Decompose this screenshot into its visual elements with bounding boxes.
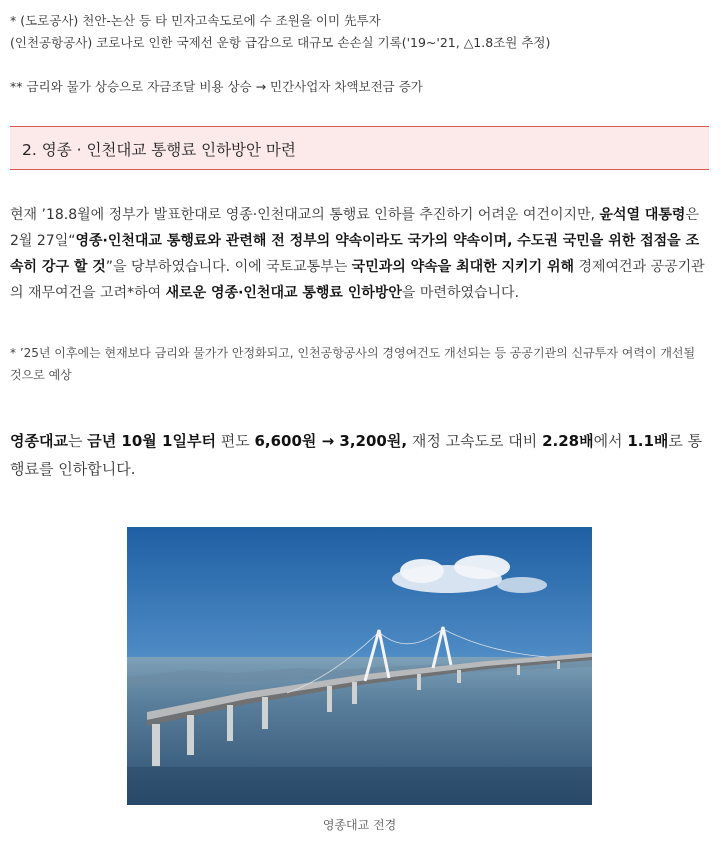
- para1-run: 윤석열 대통령: [599, 207, 686, 223]
- photo-caption: 영종대교 전경: [322, 818, 397, 832]
- para1-run: 경제여건과 공공기관의 재무여건을 고려*하여: [10, 259, 705, 301]
- para2-run: 금년 10월 1일부터: [87, 432, 216, 450]
- para2-run: 1.1배: [627, 432, 669, 450]
- small-note: * ’25년 이후에는 현재보다 금리와 물가가 안정화되고, 인천공항공사의 경영여건도 개선되는 등 공공기관의 신규투자 여력이 개선될 것으로 예상: [10, 346, 696, 382]
- para1-run: 현재 ’18.8월에 정부가 발표한대로 영종·인천대교의 통행료 인하를 추진하기 어려운 여건이지만,: [10, 207, 600, 223]
- bridge-photo: [127, 527, 592, 805]
- para1-run: 을 마련하였습니다.: [401, 285, 520, 301]
- para1-run: ”을 당부하였습니다. 이에 국토교통부는: [105, 259, 352, 275]
- para2-run: 로 통행료를 인하합니다.: [10, 432, 703, 478]
- para2-run: 재정 고속도로 대비: [407, 432, 543, 450]
- para2-run: 영종대교: [10, 432, 68, 450]
- footnote-2: (인천공항공사) 코로나로 인한 국제선 운항 급감으로 대규모 손손실 기록('19~'21, △1.8조원 추정): [10, 35, 551, 50]
- section-title: 2. 영종 · 인천대교 통행료 인하방안 마련: [22, 141, 296, 159]
- para2-run: 는: [67, 432, 88, 450]
- para2-run: 에서: [593, 432, 628, 450]
- footnote-3: ** 금리와 물가 상승으로 자금조달 비용 상승 → 민간사업자 차액보전금 증가: [10, 79, 423, 94]
- para1-run: 영종·인천대교 통행료와 관련해 전 정부의 약속이라도 국가의 약속이며, 수도권 국민을 위한 접점을 조속히 강구 할 것: [10, 233, 700, 275]
- footnote-1: * (도로공사) 천안-논산 등 타 민자고속도로에 수 조원을 이미 先투자: [10, 13, 381, 28]
- paragraph-main: [10, 202, 710, 306]
- para2-run: 2.28배: [542, 432, 594, 450]
- paragraph-toll-change: [10, 427, 710, 483]
- footnotes: [10, 10, 550, 98]
- para1-run: 은 2월 27일“: [10, 207, 699, 249]
- para1-run: 새로운 영종·인천대교 통행료 인하방안: [165, 285, 402, 301]
- section-heading-box: [10, 126, 709, 170]
- para2-run: 6,600원 → 3,200원,: [254, 432, 408, 450]
- para1-run: 국민과의 약속을 최대한 지키기 위해: [351, 259, 575, 275]
- para2-run: 편도: [215, 432, 255, 450]
